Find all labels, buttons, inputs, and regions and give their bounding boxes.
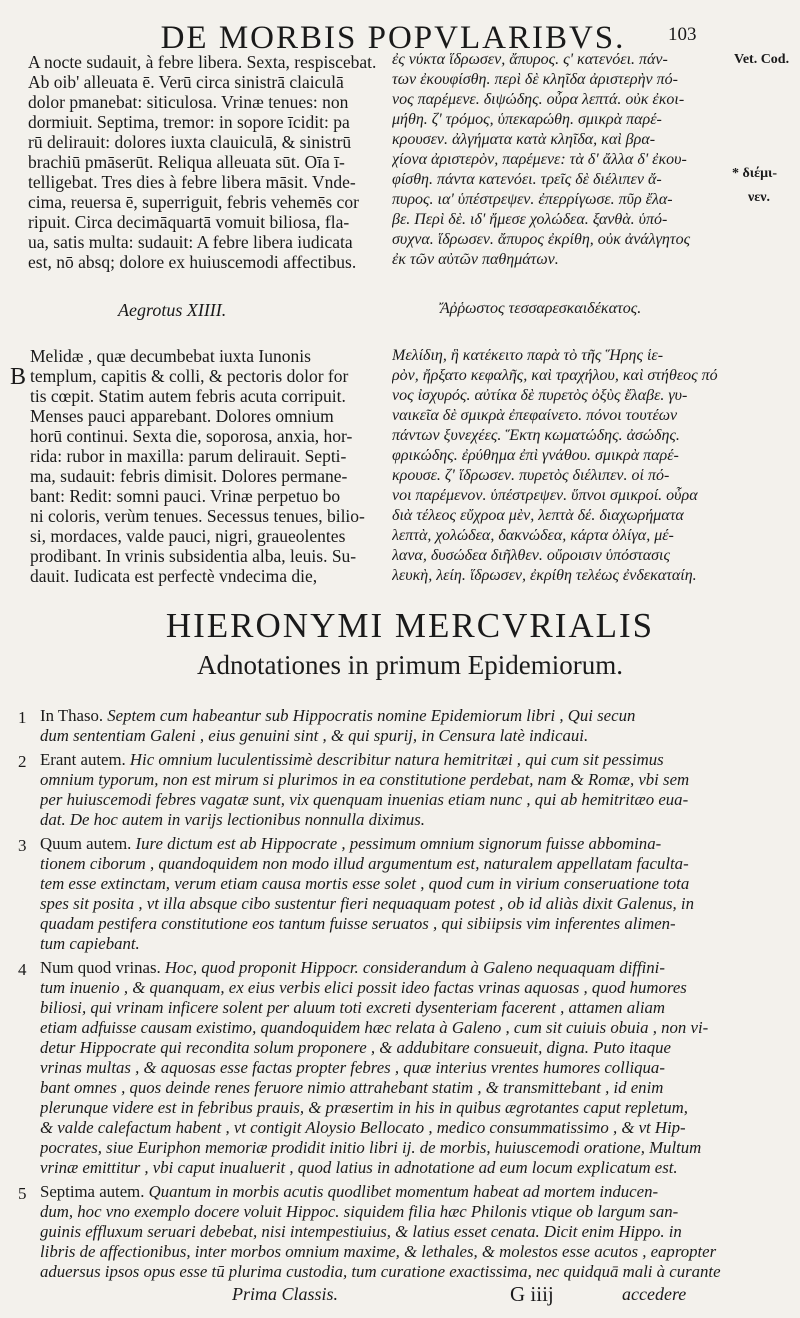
lemma: In Thaso. bbox=[40, 706, 104, 725]
annotation-number: 5 bbox=[18, 1184, 27, 1203]
text-line: dolor pmanebat: siticulosa. Vrinæ tenues: non bbox=[28, 92, 349, 112]
text-line: Μελίδιη, ἣ κατέκειτο παρὰ τὸ τῆς Ἥρης ἱε- bbox=[392, 347, 664, 364]
text-line: μήθη. ζ' τρόμος, ὑπεκαρώθη. σμικρὰ παρέ- bbox=[392, 111, 662, 128]
section-subheading: Adnotationes in primum Epidemiorum. bbox=[197, 650, 623, 680]
signature-label: Prima Classis. bbox=[232, 1284, 339, 1304]
text-line: dum sententiam Galeni , eius genuini sint , & qui spurij, in Censura latè indicaui. bbox=[40, 726, 589, 745]
annotation-2 bbox=[18, 750, 725, 830]
text-line: brachiū pmāserūt. Reliqua alleuata sūt. Oīa ī- bbox=[28, 152, 345, 172]
annotation-text: Iure dictum est ab Hippocrate , pessimum omnium signorum fuisse abbomina- bbox=[131, 834, 662, 853]
text-line bbox=[40, 834, 725, 854]
text-line: ua, satis multa: sudauit: A febre libera iudicata bbox=[28, 232, 353, 252]
greek-paragraph-2 bbox=[392, 346, 722, 586]
text-line: ripuit. Circa decimāquartā vomuit biliosa, fla- bbox=[28, 212, 350, 232]
text-line: φίσθη. πάντα κατενόει. τρεῖς δὲ διέλιπεν ἄ- bbox=[392, 171, 662, 188]
text-line: tis cœpit. Statim autem febris acuta corripuit. bbox=[30, 386, 346, 406]
text-line: νοι παρέμενον. ὑπέστρεψεν. ὕπνοι σμικροί. οὖρα bbox=[392, 487, 698, 504]
annotation-1 bbox=[18, 706, 725, 746]
text-line: biliosi, qui vrinam inficere solent per aluum toti excreti dysenteriam facerent , attamen aliam bbox=[40, 998, 665, 1017]
text-line: ἐς νύκτα ἵδρωσεν, ἄπυρος. ς' κατενόει. πάν- bbox=[392, 51, 668, 68]
text-line: vrinæ emittitur , vbi caput inualuerit , quod latius in adnotatione ad eum locum explicatum est. bbox=[40, 1158, 678, 1177]
text-line: aduersus ipsos opus esse tū plurima custodia, tum curatione exactissima, nec quidquā mali à curante bbox=[40, 1262, 721, 1281]
text-line: κρουσε. ζ' ἵδρωσεν. πυρετὸς διέλιπεν. οἱ πό- bbox=[392, 467, 670, 484]
text-line: χίονα ἀριστερὸν, παρέμενε: τὰ δ' ἄλλα δ' ἐκου- bbox=[392, 151, 687, 168]
text-line: vrinas multas , & aquosas esse factas propter febres , quæ interius vrentes humores colliqua- bbox=[40, 1058, 665, 1077]
text-line: si, mordaces, valde pauci, nigri, graueolentes bbox=[30, 526, 346, 546]
text-line: dat. De hoc autem in varijs lectionibus nonnulla diximus. bbox=[40, 810, 425, 829]
text-line: cima, reuersa ē, superriguit, febris vehemēs cor bbox=[28, 192, 359, 212]
margin-note-variant-line-2: νεν. bbox=[748, 190, 770, 205]
text-line: ναικεῖα δὲ σμικρὰ ἐπεφαίνετο. πόνοι τουτέων bbox=[392, 407, 678, 424]
catchword: accedere bbox=[622, 1284, 687, 1304]
latin-paragraph-1 bbox=[28, 52, 380, 272]
text-line: λεπτὰ, χολώδεα, δακνώδεα, κάρτα ὀλίγα, μέ- bbox=[392, 527, 674, 544]
text-line: dormiuit. Septima, tremor: in sopore īcidit: pa bbox=[28, 112, 350, 132]
text-line: κρουσεν. ἀλγήματα κατὰ κληῖδα, καὶ βρα- bbox=[392, 131, 656, 148]
text-line: etiam adfuisse causam existimo, quandoquidem hæc relata à Galeno , cum sit cuiuis obuia , non vi- bbox=[40, 1018, 709, 1037]
patient-heading-latin: Aegrotus XIIII. bbox=[118, 300, 227, 320]
annotation-text: Hic omnium luculentissimè describitur natura hemitritæi , qui cum sit pessimus bbox=[125, 750, 664, 769]
text-line: tionem ciborum , quandoquidem non modo illud argumentum est, naturalem appellatam faculta- bbox=[40, 854, 689, 873]
text-line: λευκὴ, λείη. ἵδρωσεν, ἐκρίθη τελέως ἐνδεκαταίη. bbox=[392, 567, 697, 584]
lemma: Septima autem. bbox=[40, 1182, 145, 1201]
annotation-3 bbox=[18, 834, 725, 954]
text-line: νος ἰσχυρός. αὐτίκα δὲ πυρετὸς ὀξὺς ἔλαβε. γυ- bbox=[392, 387, 688, 404]
text-line: plerunque videre est in febribus prauis, & præsertim in his in quibus ægrotantes caput repletum, bbox=[40, 1098, 688, 1117]
text-line: per huiuscemodi febres vagatæ sunt, vix quenquam inuenias etiam nunc , qui ab hemitritæo eua- bbox=[40, 790, 689, 809]
text-line: quadam pestifera constitutione eos tantum fuisse seruatos , qui sibiipsis vim inferentes alimen- bbox=[40, 914, 676, 933]
patient-heading-greek: Ἄῤῥωστος τεσσαρεσκαιδέκατος. bbox=[440, 300, 642, 317]
annotation-number: 1 bbox=[18, 708, 27, 727]
annotation-number: 3 bbox=[18, 836, 27, 855]
text-line: πάντων ξυνεχέες. Ἕκτη κωματώδης. ἀσώδης. bbox=[392, 427, 680, 444]
text-line: libris de affectionibus, inter morbos omnium maxime, & lethales, & molestos esse acutos , eapropter bbox=[40, 1242, 717, 1261]
text-line: est, nō absq; dolore ex huiuscemodi affectibus. bbox=[28, 252, 357, 272]
text-line: rida: rubor in maxilla: parum delirauit. Septi- bbox=[30, 446, 347, 466]
text-line: telligebat. Tres dies à febre libera māsit. Vnde- bbox=[28, 172, 356, 192]
lemma: Num quod vrinas. bbox=[40, 958, 161, 977]
text-line: διὰ τέλεος εὔχροα μὲν, λεπτὰ δέ. διαχωρήματα bbox=[392, 507, 684, 524]
text-line: A nocte sudauit, à febre libera. Sexta, respiscebat. bbox=[28, 52, 377, 72]
text-line: των ἐκουφίσθη. περὶ δὲ κληῖδα ἀριστερὴν πό- bbox=[392, 71, 678, 88]
text-line: prodibant. In vrinis subsidentia alba, leuis. Su- bbox=[30, 546, 357, 566]
text-line: φρικώδης. ἐρύθημα ἐπὶ γνάθου. σμικρὰ παρέ- bbox=[392, 447, 679, 464]
text-line: ma, sudauit: febris dimisit. Dolores permane- bbox=[30, 466, 348, 486]
text-line: detur Hippocrate qui recondita solum proponere , & addubitare consueuit, digna. Puto itaque bbox=[40, 1038, 671, 1057]
text-line: tum inuenio , & quanquam, ex eius verbis elici possit ideo factas vrinas aquosas , quod humores bbox=[40, 978, 687, 997]
text-line: ἐκ τῶν αὐτῶν παθημάτων. bbox=[392, 251, 559, 268]
latin-paragraph-2 bbox=[30, 346, 380, 586]
annotation-4 bbox=[18, 958, 725, 1178]
gathering-mark: G iiij bbox=[510, 1282, 554, 1306]
text-line: νος παρέμενε. διψώδης. οὖρα λεπτά. οὐκ ἐκοι- bbox=[392, 91, 685, 108]
text-line: omnium typorum, non est mirum si plurimos in ea constitutione perdebat, nam & Romæ, vbi sem bbox=[40, 770, 690, 789]
lemma: Quum autem. bbox=[40, 834, 132, 853]
annotation-text: Hoc, quod proponit Hippocr. considerandum à Galeno nequaquam diffini- bbox=[160, 958, 665, 977]
text-line bbox=[40, 958, 725, 978]
annotation-number: 2 bbox=[18, 752, 27, 771]
text-line: bant omnes , quos deinde renes feruore nimio attrahebant statim , & transmittebant , id enim bbox=[40, 1078, 664, 1097]
page-number: 103 bbox=[668, 24, 697, 45]
annotation-text: Quantum in morbis acutis quodlibet momentum habeat ad mortem inducen- bbox=[144, 1182, 659, 1201]
margin-note-vet-cod: Vet. Cod. bbox=[734, 52, 790, 67]
text-line: pocrates, siue Euriphon memoriæ prodidit initio libri ij. de morbis, huiuscemodi oratione, Multum bbox=[40, 1138, 702, 1157]
text-line: ρὸν, ἤρξατο κεφαλῆς, καὶ τραχήλου, καὶ στήθεος πό bbox=[392, 367, 718, 384]
greek-paragraph-1 bbox=[392, 50, 722, 270]
running-title: DE MORBIS POPVLARIBVS. bbox=[160, 20, 626, 56]
text-line bbox=[40, 706, 725, 726]
text-line: horū continui. Sexta die, soporosa, anxia, hor- bbox=[30, 426, 353, 446]
annotation-5 bbox=[18, 1182, 725, 1282]
text-line: πυρος. ια' ὑπέστρεψεν. ἐπερρίγωσε. πῦρ ἔλα- bbox=[392, 191, 673, 208]
text-line: & valde calefactum habent , vt contigit Aloysio Bellocato , medico consummatissimo , & vt Hip- bbox=[40, 1118, 686, 1137]
annotation-number: 4 bbox=[18, 960, 27, 979]
lemma: Erant autem. bbox=[40, 750, 126, 769]
text-line: tum capiebant. bbox=[40, 934, 140, 953]
text-line: ni coloris, verùm tenues. Secessus tenues, bilio- bbox=[30, 506, 365, 526]
text-line: συχνα. ἵδρωσεν. ἄπυρος ἐκρίθη, οὐκ ἀνάλγητος bbox=[392, 231, 691, 248]
text-line: rū delirauit: dolores iuxta clauiculā, & sinistrū bbox=[28, 132, 352, 152]
text-line: Melidæ , quæ decumbebat iuxta Iunonis bbox=[30, 346, 311, 366]
text-line: templum, capitis & colli, & pectoris dolor for bbox=[30, 366, 349, 386]
annotations bbox=[18, 706, 725, 1286]
text-line: dauit. Iudicata est perfectè vndecima die, bbox=[30, 566, 318, 586]
text-line: guinis effluxum seruari debebat, nisi intempestiuius, & latius esset cenata. Dicit enim Hippo. in bbox=[40, 1222, 682, 1241]
section-marker: B bbox=[10, 364, 27, 390]
margin-note-variant-line-1: * διέμι- bbox=[732, 166, 778, 181]
text-line bbox=[40, 1182, 725, 1202]
text-line: Menses pauci apparebant. Dolores omnium bbox=[30, 406, 334, 426]
text-line: λανα, δυσώδεα διῆλθεν. οὔροισιν ὑπόστασις bbox=[392, 547, 670, 564]
section-heading: HIERONYMI MERCVRIALIS bbox=[165, 606, 655, 645]
text-line: βε. Περὶ δὲ. ιδ' ἤμεσε χολώδεα. ξανθὰ. ὑπό- bbox=[392, 211, 668, 228]
text-line bbox=[40, 750, 725, 770]
text-line: bant: Redit: somni pauci. Vrinæ perpetuo bo bbox=[30, 486, 341, 506]
text-line: dum, hoc vno exemplo docere voluit Hippoc. siquidem filia hæc Philonis vtique ob largum san- bbox=[40, 1202, 679, 1221]
annotation-text: Septem cum habeantur sub Hippocratis nomine Epidemiorum libri , Qui secun bbox=[103, 706, 636, 725]
text-line: spes sit posita , vt illa absque cibo sustentur fieri nequaquam potest , ob id aliàs dixit Galenus, in bbox=[40, 894, 694, 913]
text-line: Ab oib' alleuata ē. Verū circa sinistrā claiculā bbox=[28, 72, 344, 92]
text-line: tem esse extinctam, verum etiam causa mortis esse solet , quod cum in virium conseruatione tota bbox=[40, 874, 690, 893]
